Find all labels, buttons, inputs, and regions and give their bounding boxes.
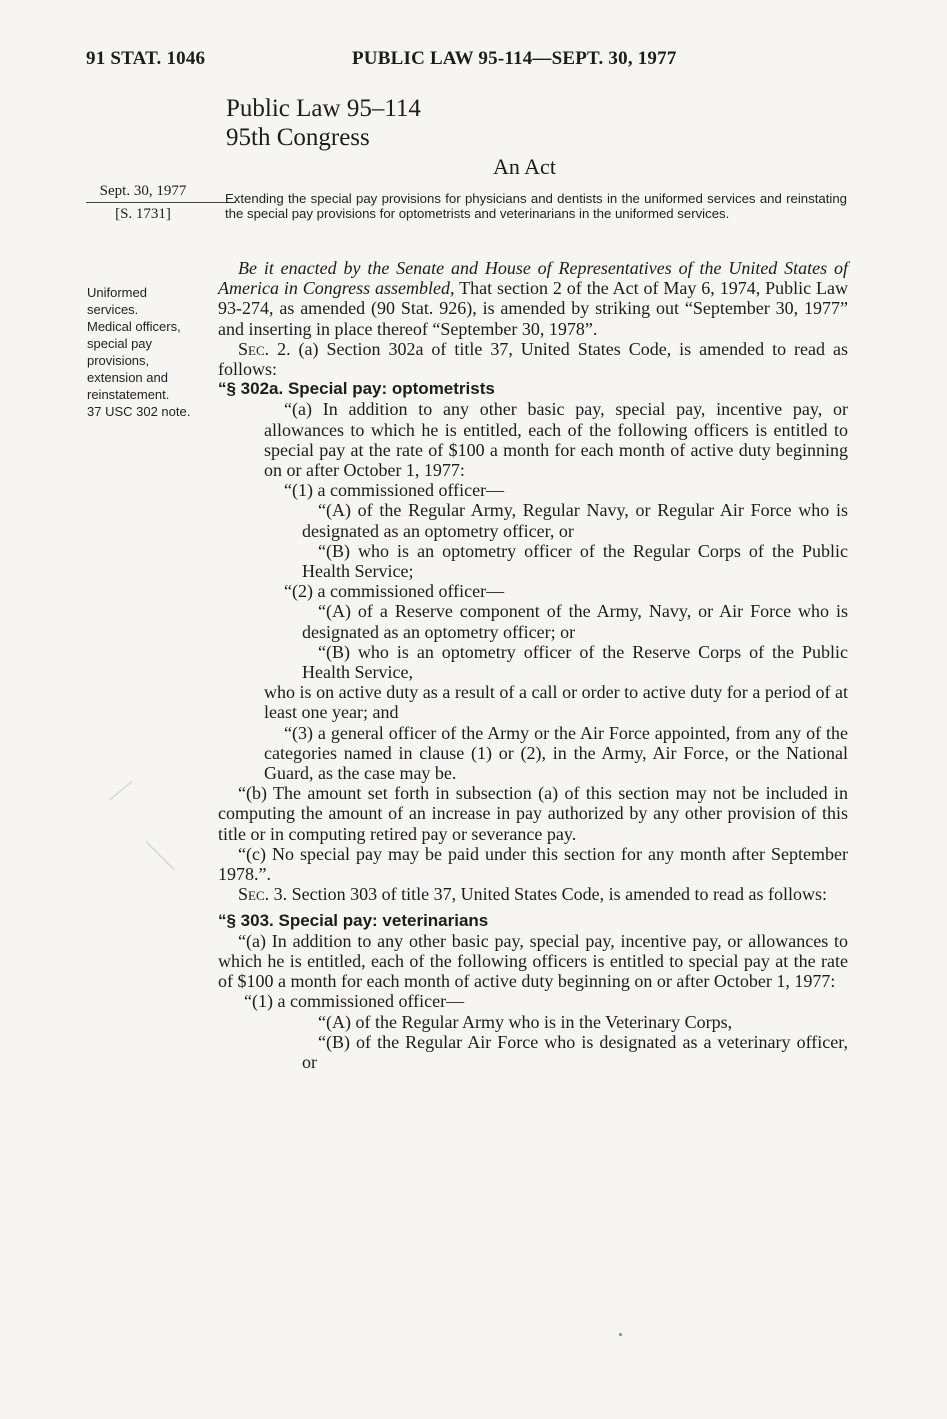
clause-2: “(2) a commissioned officer— <box>284 581 505 602</box>
scan-dot <box>619 1333 622 1336</box>
section-3 <box>218 884 848 904</box>
section-1-text: That section 2 of the Act of May 6, 1974, Public Law 93-274, as amended (90 Stat. 926), is amended by striking out “September 30, 1977” and inserting in place thereof “September 30, 1978”. <box>218 278 848 339</box>
clause-1-A: “(A) of the Regular Army, Regular Navy, or Regular Air Force who is designated as an optometry officer, or <box>302 500 848 541</box>
margin-date: Sept. 30, 1977 <box>99 183 187 199</box>
clause-2-A: “(A) of a Reserve component of the Army, Navy, or Air Force who is designated as an optometry officer; or <box>302 601 848 642</box>
act-heading: An Act <box>493 154 556 179</box>
sec-label: Sec. <box>238 338 270 359</box>
clause-303-1-B: “(B) of the Regular Air Force who is designated as a veterinary officer, or <box>302 1031 848 1072</box>
clause-303-1-A: “(A) of the Regular Army who is in the Veterinary Corps, <box>318 1011 733 1032</box>
subsection-303-a: “(a) In addition to any other basic pay, special pay, incentive pay, or allowances to which he is entitled, each of the following officers is entitled to special pay at the rate of $100 a month for each month of active duty beginning on or after October 1, 1977: <box>218 930 848 992</box>
section-1 <box>218 258 848 339</box>
law-body <box>218 258 848 1072</box>
act-purpose: Extending the special pay provisions for physicians and dentists in the uniformed services and reinstating the special pay provisions for optometrists and veterinarians in the uniformed services. <box>225 191 847 221</box>
margin-note: Uniformed <box>87 285 147 300</box>
enacting-clause: Be it enacted by the Senate and House of Representatives of the United States of America in Congress assembled, <box>218 258 848 299</box>
clause-303-1: “(1) a commissioned officer— <box>244 991 465 1012</box>
scan-mark <box>109 780 133 800</box>
margin-notes <box>87 284 190 420</box>
clause-2-B: “(B) who is an optometry officer of the Reserve Corps of the Public Health Service, <box>302 641 848 683</box>
margin-note: extension and <box>87 370 168 385</box>
date-rule <box>86 202 236 203</box>
congress-number: 95th Congress <box>226 124 370 151</box>
section-303-heading: “§ 303. Special pay: veterinarians <box>218 910 489 930</box>
subsection-302a-c: “(c) No special pay may be paid under this section for any month after September 1978.”. <box>218 843 848 885</box>
running-head: PUBLIC LAW 95-114—SEPT. 30, 1977 <box>352 48 677 69</box>
margin-note: special pay <box>87 336 153 351</box>
clause-1: “(1) a commissioned officer— <box>284 480 505 501</box>
margin-note: 37 USC 302 note. <box>87 404 191 419</box>
public-law-number: Public Law 95–114 <box>226 95 421 122</box>
section-3-text: 3. Section 303 of title 37, United States Code, is amended to read as follows: <box>269 884 828 905</box>
clause-1-B: “(B) who is an optometry officer of the Regular Corps of the Public Health Service; <box>302 540 848 582</box>
margin-note: Medical officers, <box>87 319 181 334</box>
section-2-text: 2. (a) Section 302a of title 37, United States Code, is amended to read as follows: <box>218 338 848 380</box>
margin-note: reinstatement. <box>87 387 170 402</box>
margin-bill-number: [S. 1731] <box>115 206 171 222</box>
scan-mark <box>146 841 175 870</box>
subsection-302a-b: “(b) The amount set forth in subsection (a) of this section may not be included in computing the amount of an increase in pay authorized by any other provision of this title or in computing retired pay or severance pay. <box>218 783 848 844</box>
page-stat-number: 91 STAT. 1046 <box>86 48 206 69</box>
subsection-302a-a: “(a) In addition to any other basic pay, special pay, incentive pay, or allowances to which he is entitled, each of the following officers is entitled to special pay at the rate of $100 a month for each month of active duty beginning on or after October 1, 1977: <box>264 399 848 481</box>
sec-label: Sec. <box>238 884 270 905</box>
active-duty-clause: who is on active duty as a result of a call or order to active duty for a period of at least one year; and <box>264 682 848 723</box>
section-2 <box>218 339 848 379</box>
margin-note: provisions, <box>87 353 150 368</box>
section-302a-heading: “§ 302a. Special pay: optometrists <box>218 379 495 399</box>
margin-note: services. <box>87 302 139 317</box>
clause-3: “(3) a general officer of the Army or the Air Force appointed, from any of the categories named in clause (1) or (2), in the Army, Air Force, or the National Guard, as the case may be. <box>264 722 848 784</box>
